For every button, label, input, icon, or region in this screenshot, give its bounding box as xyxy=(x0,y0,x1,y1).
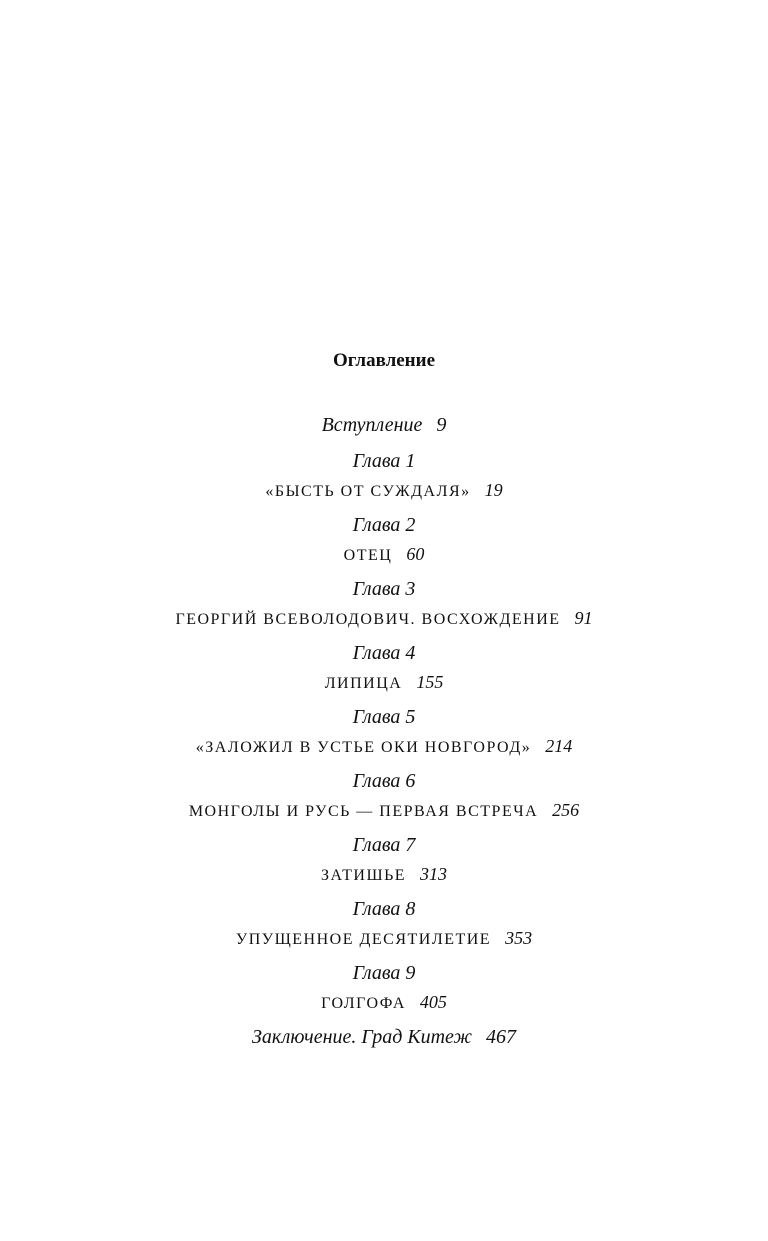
toc-intro-label: Вступление xyxy=(321,414,423,436)
chapter-6-label: Глава 6 xyxy=(352,770,416,792)
chapter-7-title: ЗАТИШЬЕ xyxy=(320,867,407,884)
chapter-5-page: 214 xyxy=(545,736,573,756)
chapter-9-page: 405 xyxy=(419,992,447,1012)
chapter-8-entry xyxy=(0,926,768,950)
chapter-2-title: ОТЕЦ xyxy=(343,547,393,564)
chapter-3-title: ГЕОРГИЙ ВСЕВОЛОДОВИЧ. ВОСХОЖДЕНИЕ xyxy=(175,611,561,628)
chapter-3-page: 91 xyxy=(574,608,593,628)
chapter-7-entry xyxy=(0,862,768,886)
chapter-8-page: 353 xyxy=(505,928,533,948)
chapter-1-title: «БЫСТЬ ОТ СУЖДАЛЯ» xyxy=(265,483,471,500)
chapter-9-label: Глава 9 xyxy=(352,962,416,984)
chapter-9-entry xyxy=(0,990,768,1014)
chapter-3-label: Глава 3 xyxy=(352,578,416,600)
chapter-8-title: УПУЩЕННОЕ ДЕСЯТИЛЕТИЕ xyxy=(235,931,492,948)
chapter-6-page: 256 xyxy=(552,800,580,820)
chapter-2-label: Глава 2 xyxy=(352,514,416,536)
chapter-8-label: Глава 8 xyxy=(352,898,416,920)
chapter-5-entry xyxy=(0,734,768,758)
chapter-6-entry xyxy=(0,798,768,822)
toc-conclusion-label: Заключение. Град Китеж xyxy=(251,1026,473,1048)
chapter-7-page: 313 xyxy=(420,864,448,884)
toc-list xyxy=(0,412,768,1050)
toc-intro-entry xyxy=(0,412,768,438)
toc-intro-page: 9 xyxy=(436,414,447,436)
chapter-5-label: Глава 5 xyxy=(352,706,416,728)
chapter-2-entry xyxy=(0,542,768,566)
chapter-2-page: 60 xyxy=(406,544,425,564)
chapter-1-entry xyxy=(0,478,768,502)
toc-conclusion-page: 467 xyxy=(486,1026,517,1048)
toc-conclusion-entry xyxy=(0,1024,768,1050)
chapter-6-title: МОНГОЛЫ И РУСЬ — ПЕРВАЯ ВСТРЕЧА xyxy=(188,803,539,820)
chapter-4-page: 155 xyxy=(416,672,444,692)
chapter-7-label: Глава 7 xyxy=(352,834,416,856)
chapter-1-label: Глава 1 xyxy=(352,450,416,472)
chapter-4-title: ЛИПИЦА xyxy=(324,675,403,692)
toc-heading: Оглавление xyxy=(332,350,436,371)
chapter-1-page: 19 xyxy=(484,480,503,500)
chapter-4-label: Глава 4 xyxy=(352,642,416,664)
chapter-3-entry xyxy=(0,606,768,630)
chapter-5-title: «ЗАЛОЖИЛ В УСТЬЕ ОКИ НОВГОРОД» xyxy=(195,739,532,756)
chapter-4-entry xyxy=(0,670,768,694)
chapter-9-title: ГОЛГОФА xyxy=(321,995,406,1012)
